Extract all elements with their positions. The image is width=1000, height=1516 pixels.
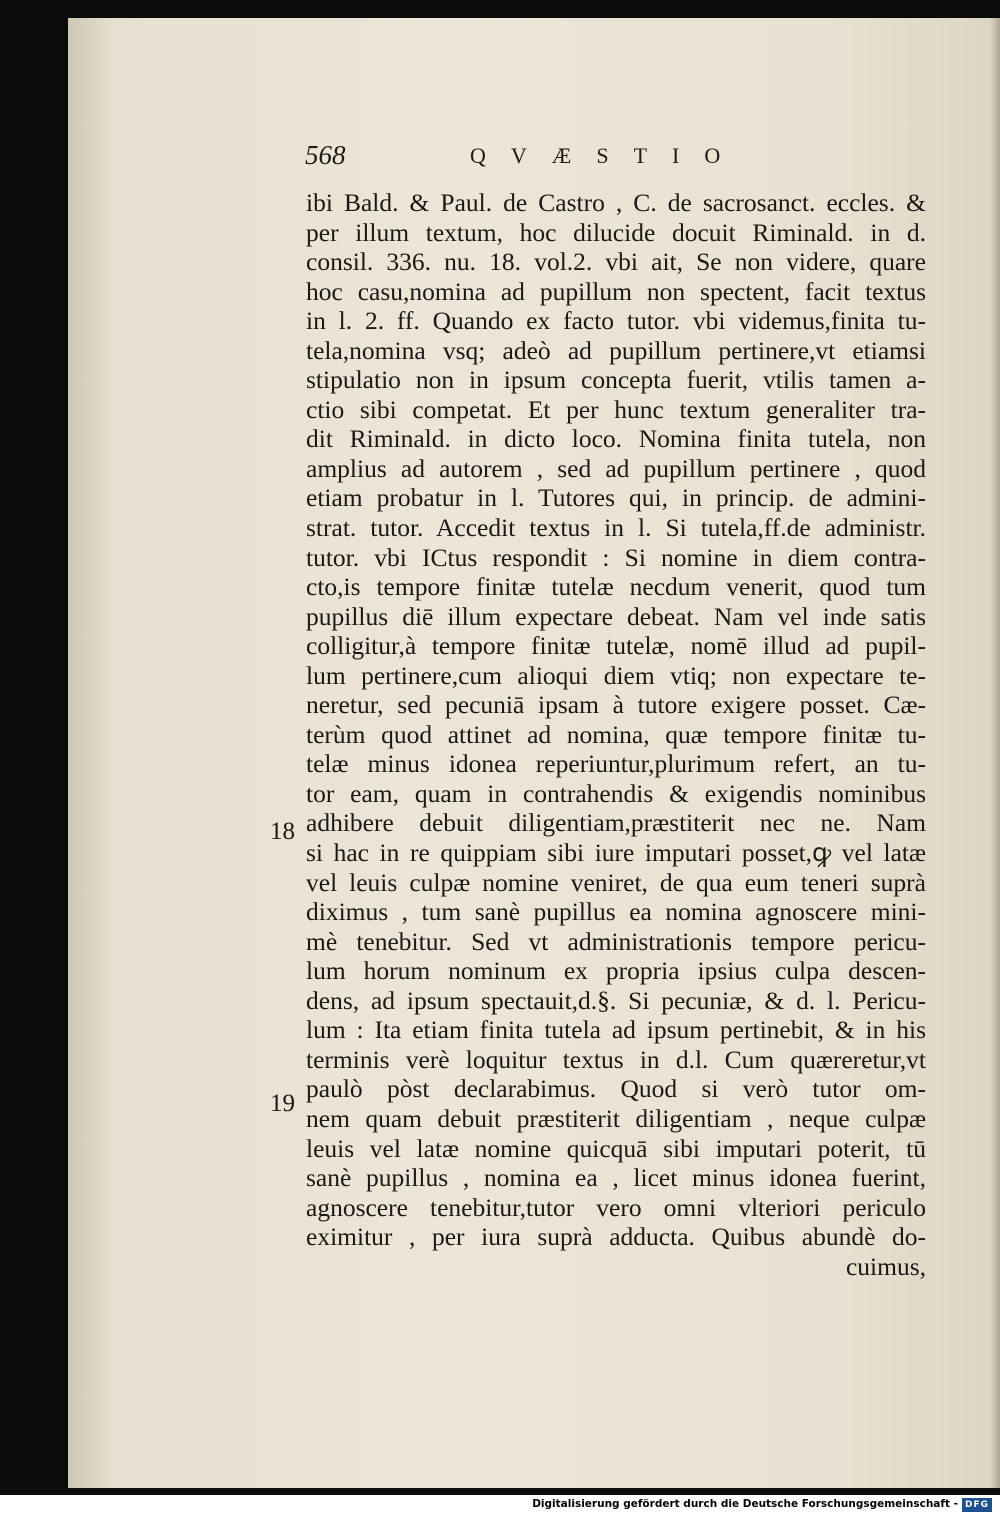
text-line: neretur, sed pecuniā ipsam à tutore exigere posset. Cæ- [306,690,926,720]
text-line: cto,is tempore finitæ tutelæ necdum venerit, quod tum [306,572,926,602]
text-line: sanè pupillus , nomina ea , licet minus idonea fuerint, [306,1163,926,1193]
text-line-catchword: cuimus, [845,1251,926,1281]
text-line: adhibere debuit diligentiam,præstiterit nec ne. Nam [306,808,926,838]
dfg-logo: DFG [962,1498,992,1512]
text-line: agnoscere tenebitur,tutor vero omni vlteriori periculo [306,1192,926,1222]
text-line: per illum textum, hoc dilucide docuit Riminald. in d. [306,217,926,247]
running-head: QVÆSTIO [470,143,746,168]
text-line: ibi Bald. & Paul. de Castro , C. de sacrosanct. eccles. & [306,188,926,217]
text-line: nem quam debuit præstiterit diligentiam , neque culpæ [306,1103,926,1133]
text-line: vel leuis culpæ nomine veniret, de qua eum teneri suprà [306,867,926,897]
text-line: telæ minus idonea reperiuntur,plurimum refert, an tu- [306,749,926,779]
text-line: diximus , tum sanè pupillus ea nomina agnoscere mini- [306,897,926,927]
text-line: in l. 2. ff. Quando ex facto tutor. vbi videmus,finita tu- [306,306,926,336]
body-text [306,188,926,1281]
page-number: 568 [305,140,346,170]
margin-note-19: 19 [270,1090,295,1117]
text-line: tutor. vbi ICtus respondit : Si nomine in diem contra- [306,542,926,572]
margin-note-18: 18 [270,818,295,845]
text-line: amplius ad autorem , sed ad pupillum pertinere , quod [306,453,926,483]
text-line: colligitur,à tempore finitæ tutelæ, nomē illud ad pupil- [306,631,926,661]
text-line: lum : Ita etiam finita tutela ad ipsum pertinebit, & in his [306,1015,926,1045]
text-line: etiam probatur in l. Tutores qui, in princip. de admini- [306,483,926,513]
text-line: eximitur , per iura suprà adducta. Quibus abundè do- [306,1222,926,1252]
text-line: lum horum nominum ex propria ipsius culpa descen- [306,956,926,986]
text-line: si hac in re quippiam sibi iure imputari posset,ꝙ vel latæ [306,838,926,868]
text-line: dit Riminald. in dicto loco. Nomina finita tutela, non [306,424,926,454]
text-line: strat. tutor. Accedit textus in l. Si tutela,ff.de administr. [306,513,926,543]
text-line: leuis vel latæ nomine quicquā sibi imputari poterit, tū [306,1133,926,1163]
page-edge-shadow [990,18,1000,1488]
text-line: pupillus diē illum expectare debeat. Nam vel inde satis [306,601,926,631]
text-line: lum pertinere,cum alioqui diem vtiq; non expectare te- [306,660,926,690]
text-line: mè tenebitur. Sed vt administrationis tempore pericu- [306,926,926,956]
text-line: stipulatio non in ipsum concepta fuerit, vtilis tamen a- [306,365,926,395]
text-line: dens, ad ipsum spectauit,d.§. Si pecuniæ, & d. l. Pericu- [306,985,926,1015]
page-header [305,140,925,176]
footer-bar [0,1495,1000,1516]
text-line: hoc casu,nomina ad pupillum non spectent, facit textus [306,276,926,306]
text-line: terminis verè loquitur textus in d.l. Cum quæreretur,vt [306,1044,926,1074]
text-line: ctio sibi competat. Et per hunc textum generaliter tra- [306,394,926,424]
text-line: consil. 336. nu. 18. vol.2. vbi ait, Se non videre, quare [306,247,926,277]
text-line: paulò pòst declarabimus. Quod si verò tutor om- [306,1074,926,1104]
text-line: tela,nomina vsq; adeò ad pupillum pertinere,vt etiamsi [306,335,926,365]
text-line: terùm quod attinet ad nomina, quæ tempore finitæ tu- [306,719,926,749]
text-line: tor eam, quam in contrahendis & exigendis nominibus [306,778,926,808]
funding-credit: Digitalisierung gefördert durch die Deutsche Forschungsgemeinschaft - [532,1498,958,1510]
